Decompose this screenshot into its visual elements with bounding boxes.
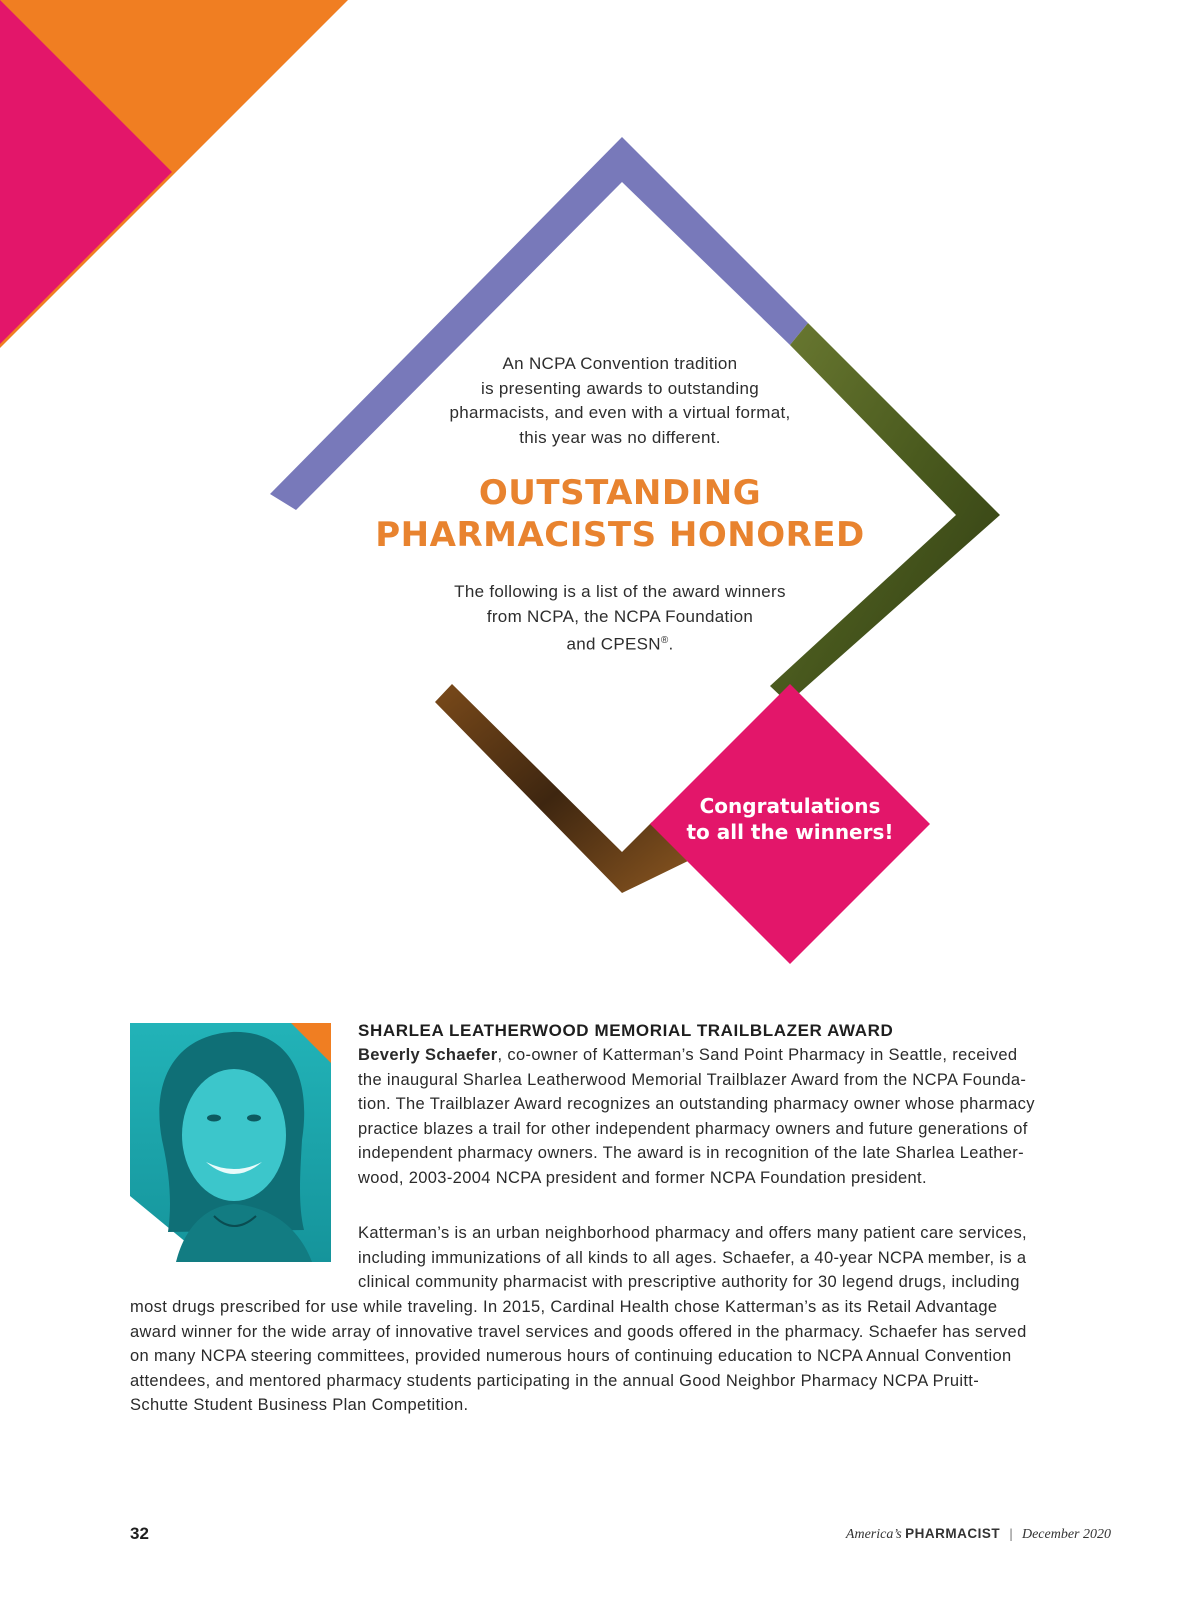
purple-frame-left-arm — [270, 137, 622, 510]
paragraph-line: on many NCPA steering committees, provided numerous hours of continuing education to NCPA Annual Convention — [130, 1347, 1012, 1366]
paragraph-line: award winner for the wide array of innovative travel services and goods offered in the pharmacy. Schaefer has served — [130, 1322, 1027, 1341]
paragraph-line — [358, 1043, 1035, 1068]
purple-frame-right-arm — [622, 137, 808, 345]
list-intro-line: The following is a list of the award winners — [454, 582, 786, 601]
page-number: 32 — [130, 1524, 149, 1543]
list-intro-line — [410, 629, 830, 657]
magazine-prefix: America’s — [845, 1527, 902, 1542]
paragraph-line: attendees, and mentored pharmacy students participating in the annual Good Neighbor Pharmacy NCPA Pruitt- — [130, 1371, 980, 1390]
page-headline — [330, 472, 910, 556]
headline-line-1: OUTSTANDING — [478, 473, 762, 513]
brown-frame-bottom-arm — [435, 684, 690, 893]
portrait-photo — [130, 1023, 331, 1262]
paragraph-line: practice blazes a trail for other independent pharmacy owners and future generations of — [358, 1119, 1028, 1138]
award-paragraph-2-full — [130, 1295, 1027, 1418]
list-intro-period: . — [668, 634, 674, 654]
intro-paragraph — [410, 352, 830, 450]
paragraph-line: the inaugural Sharlea Leatherwood Memorial Trailblazer Award from the NCPA Founda- — [358, 1070, 1027, 1089]
award-list-intro — [410, 580, 830, 657]
magazine-brand: PHARMACIST — [905, 1526, 1001, 1541]
paragraph-line-rest: , co-owner of Katterman’s Sand Point Pharmacy in Seattle, received — [497, 1046, 1018, 1064]
paragraph-line: clinical community pharmacist with prescriptive authority for 30 legend drugs, including — [358, 1273, 1020, 1292]
intro-line: this year was no different. — [519, 427, 721, 447]
award-paragraph-1 — [358, 1043, 1035, 1191]
congrats-line-2: to all the winners! — [686, 820, 894, 844]
winner-name: Beverly Schaefer — [358, 1046, 498, 1064]
registered-mark: ® — [660, 635, 669, 646]
congrats-line-1: Congratulations — [699, 794, 881, 818]
magazine-footer — [846, 1526, 1111, 1543]
paragraph-line: Katterman’s is an urban neighborhood pharmacy and offers many patient care services, — [358, 1224, 1027, 1242]
intro-line: An NCPA Convention tradition — [502, 354, 738, 373]
intro-line: is presenting awards to outstanding — [481, 378, 759, 398]
intro-line: pharmacists, and even with a virtual format, — [449, 403, 791, 422]
paragraph-line: most drugs prescribed for use while traveling. In 2015, Cardinal Health chose Katterman’s as its Retail Advantage — [130, 1298, 998, 1316]
issue-date: December 2020 — [1021, 1527, 1111, 1542]
congratulations-text — [660, 793, 920, 845]
paragraph-line: including immunizations of all kinds to all ages. Schaefer, a 40-year NCPA member, is a — [358, 1248, 1027, 1267]
list-intro-cpesn: and CPESN — [566, 634, 661, 654]
footer-separator: | — [1009, 1527, 1013, 1542]
paragraph-line: wood, 2003-2004 NCPA president and former NCPA Foundation president. — [358, 1168, 927, 1187]
award-title: SHARLEA LEATHERWOOD MEMORIAL TRAILBLAZER AWARD — [358, 1021, 894, 1040]
paragraph-line: tion. The Trailblazer Award recognizes an outstanding pharmacy owner whose pharmacy — [358, 1095, 1035, 1114]
paragraph-line: independent pharmacy owners. The award is in recognition of the late Sharlea Leather- — [358, 1144, 1024, 1163]
headline-line-2: PHARMACISTS HONORED — [375, 515, 865, 555]
list-intro-line: from NCPA, the NCPA Foundation — [486, 606, 754, 626]
award-paragraph-2-indented — [358, 1221, 1027, 1295]
paragraph-line: Schutte Student Business Plan Competition. — [130, 1396, 469, 1415]
